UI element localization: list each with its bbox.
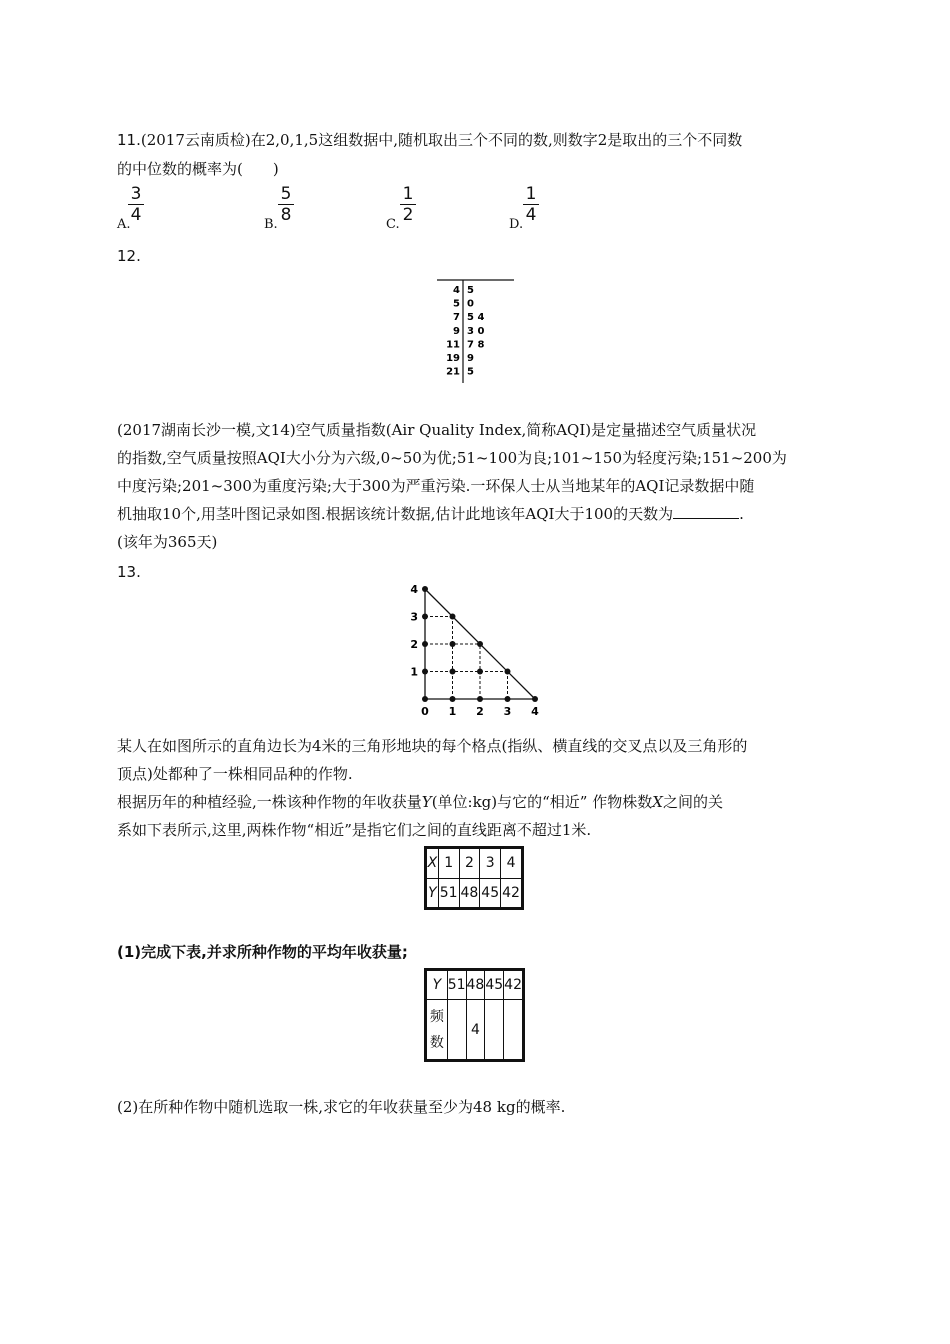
table-cell: X: [426, 848, 439, 879]
stem-value: 21: [446, 366, 460, 378]
q11-line2: 的中位数的概率为( ): [117, 160, 279, 178]
triangle-grid-figure: [405, 578, 555, 720]
table-cell: 51: [438, 878, 459, 909]
q12-text-2: 的指数,空气质量按照AQI大小分为六级,0~50为优;51~100为良;101~150为轻度污染;151~200为: [117, 449, 787, 467]
q13-line3: 根据历年的种植经验,一株该种作物的年收获量Y(单位:kg)与它的“相近” 作物株数X之间的关: [117, 793, 723, 811]
leaf-values: 5 4: [467, 312, 485, 324]
fraction: 5 8: [277, 185, 295, 224]
fraction: 1 4: [522, 185, 540, 224]
grid-point: [450, 614, 456, 620]
grid-point: [477, 669, 483, 675]
freq-cell[interactable]: [485, 1000, 504, 1061]
q12-text-4: 机抽取10个,用茎叶图记录如图.根据该统计数据,估计此地该年AQI大于100的天数为: [117, 505, 674, 523]
xy-relation-table: [424, 846, 524, 910]
table-cell: 45: [485, 970, 504, 1000]
frequency-table: [424, 968, 525, 1062]
y-tick-label: 1: [410, 665, 418, 679]
x-tick-label: 3: [503, 705, 512, 718]
grid-point: [422, 641, 428, 647]
y-tick-label: 4: [410, 583, 418, 596]
stem-value: 5: [453, 298, 460, 310]
table-cell: 48: [466, 970, 485, 1000]
q12-line4: 机抽取10个,用茎叶图记录如图.根据该统计数据,估计此地该年AQI大于100的天数为 .: [117, 505, 744, 523]
q11-text-1: (2017云南质检)在2,0,1,5这组数据中,随机取出三个不同的数,则数字2是取出的三个不同数: [140, 131, 743, 149]
q12-text-5: (该年为365天): [117, 533, 218, 551]
freq-cell[interactable]: [504, 1000, 524, 1061]
grid-point: [532, 696, 538, 702]
q13-text-2: 顶点)处都种了一株相同品种的作物.: [117, 765, 353, 783]
q11-number: 11.: [117, 131, 141, 149]
table-cell: 51: [447, 970, 466, 1000]
q13-number: 13.: [117, 563, 141, 581]
q12-text-1: (2017湖南长沙一模,文14)空气质量指数(Air Quality Index,简称AQI)是定量描述空气质量状况: [117, 421, 757, 439]
q13-text-4: 系如下表所示,这里,两株作物“相近”是指它们之间的直线距离不超过1米.: [117, 821, 592, 839]
leaf-values: 5: [467, 285, 474, 296]
grid-point: [422, 586, 428, 592]
q12-text-3: 中度污染;201~300为重度污染;大于300为严重污染.一环保人士从当地某年的AQI记录数据中随: [117, 477, 755, 495]
grid-point: [450, 696, 456, 702]
grid-point: [422, 669, 428, 675]
grid-point: [477, 696, 483, 702]
q13-text-1: 某人在如图所示的直角边长为4米的三角形地块的每个格点(指纵、横直线的交叉点以及三角形的: [117, 737, 748, 755]
table-cell: 1: [438, 848, 459, 879]
table-cell: 频 数: [426, 1000, 448, 1061]
table-cell: 2: [459, 848, 480, 879]
table-cell: 45: [480, 878, 501, 909]
q13-part2: (2)在所种作物中随机选取一株,求它的年收获量至少为48 kg的概率.: [117, 1098, 566, 1116]
freq-cell[interactable]: 4: [466, 1000, 485, 1061]
table-cell: 4: [501, 848, 523, 879]
q12-number: 12.: [117, 247, 141, 265]
option-label: C.: [386, 217, 400, 232]
x-tick-label: 2: [476, 705, 484, 718]
table-cell: 42: [504, 970, 524, 1000]
grid-point: [477, 641, 483, 647]
leaf-values: 7 8: [467, 339, 485, 351]
q11-line1: [117, 130, 742, 150]
leaf-values: 9: [467, 353, 474, 364]
stem-value: 4: [453, 285, 460, 296]
x-tick-label: 1: [448, 705, 457, 718]
grid-point: [505, 669, 511, 675]
stem-value: 19: [446, 353, 460, 364]
option-label: A.: [117, 217, 131, 232]
leaf-values: 0: [467, 298, 474, 310]
answer-blank[interactable]: [673, 504, 739, 519]
table-cell: 48: [459, 878, 480, 909]
stem-value: 7: [453, 312, 460, 324]
y-tick-label: 2: [410, 638, 418, 651]
stem-value: 11: [446, 339, 460, 351]
fraction: 1 2: [399, 185, 417, 224]
grid-point: [505, 696, 511, 702]
leaf-values: 5: [467, 366, 474, 378]
grid-point: [422, 614, 428, 620]
y-tick-label: 3: [410, 610, 418, 624]
option-label: B.: [264, 217, 278, 232]
grid-point: [450, 669, 456, 675]
table-cell: Y: [426, 970, 448, 1000]
x-tick-label: 0: [421, 705, 429, 718]
leaf-values: 3 0: [467, 325, 485, 337]
table-cell: 3: [480, 848, 501, 879]
table-cell: 42: [501, 878, 523, 909]
grid-point: [450, 641, 456, 647]
x-tick-label: 4: [531, 705, 539, 718]
grid-point: [422, 696, 428, 702]
table-cell: Y: [426, 878, 439, 909]
option-label: D.: [509, 217, 524, 232]
freq-cell[interactable]: [447, 1000, 466, 1061]
stem-value: 9: [453, 325, 460, 337]
stem-leaf-plot: [430, 275, 520, 387]
q13-part1: (1)完成下表,并求所种作物的平均年收获量;: [117, 943, 408, 961]
fraction: 3 4: [127, 185, 145, 224]
